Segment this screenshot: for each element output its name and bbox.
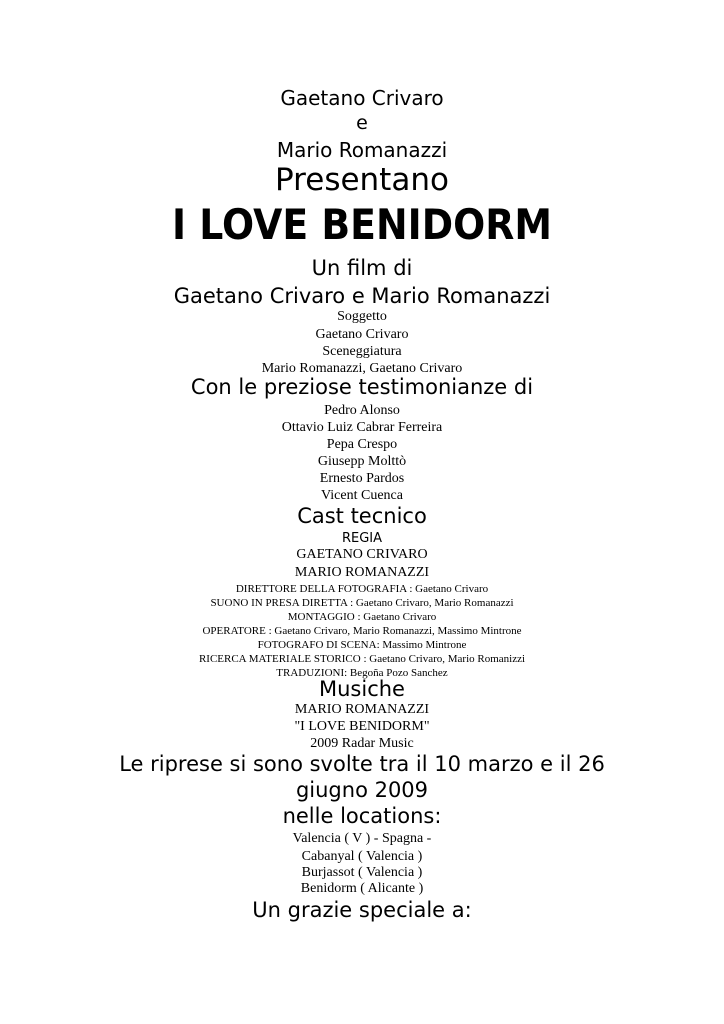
crew-role: DIRETTORE DELLA FOTOGRAFIA : Gaetano Crivaro [235, 583, 489, 595]
sceneggiatura-value: Mario Romanazzi, Gaetano Crivaro [261, 361, 463, 376]
regia-name: GAETANO CRIVARO [296, 547, 428, 562]
location-item: Cabanyal ( Valencia ) [301, 849, 423, 864]
shooting-line-1: Le riprese si sono svolte tra il 10 marzo e il 26 [119, 752, 605, 776]
crew-role: RICERCA MATERIALE STORICO : Gaetano Crivaro, Mario Romanizzi [198, 653, 526, 665]
author-1: Gaetano Crivaro [280, 86, 444, 110]
testimonial-name: Vicent Cuenca [321, 488, 403, 503]
soggetto-label: Soggetto [337, 309, 387, 324]
directors-line: Gaetano Crivaro e Mario Romanazzi [173, 284, 551, 308]
crew-role: TRADUZIONI: Begoña Pozo Sanchez [276, 667, 448, 679]
location-item: Burjassot ( Valencia ) [301, 865, 423, 880]
location-item: Benidorm ( Alicante ) [300, 881, 424, 896]
shooting-line-3: nelle locations: [282, 804, 442, 828]
music-track: "I LOVE BENIDORM" [294, 719, 430, 734]
music-composer: MARIO ROMANAZZI [294, 702, 430, 717]
cast-heading: Cast tecnico [297, 504, 427, 528]
regia-label: REGIA [341, 531, 383, 546]
presentano-heading: Presentano [275, 162, 449, 198]
music-label: 2009 Radar Music [310, 736, 414, 751]
crew-role: MONTAGGIO : Gaetano Crivaro [287, 611, 437, 623]
sceneggiatura-label: Sceneggiatura [322, 344, 402, 359]
testimonials-heading: Con le preziose testimonianze di [190, 375, 534, 399]
soggetto-value: Gaetano Crivaro [315, 327, 409, 342]
music-heading: Musiche [319, 677, 405, 701]
testimonial-name: Ernesto Pardos [319, 471, 405, 486]
crew-role: FOTOGRAFO DI SCENA: Massimo Mintrone [257, 639, 467, 651]
crew-role: OPERATORE : Gaetano Crivaro, Mario Romanazzi, Massimo Mintrone [202, 625, 522, 637]
conjunction: e [356, 112, 368, 134]
author-2: Mario Romanazzi [276, 138, 448, 162]
testimonial-name: Ottavio Luiz Cabrar Ferreira [281, 420, 443, 435]
shooting-line-2: giugno 2009 [295, 778, 429, 802]
film-title: I LOVE BENIDORM [172, 200, 552, 249]
film-by-label: Un film di [311, 256, 413, 280]
location-item: Valencia ( V ) - Spagna - [292, 831, 432, 846]
thanks-heading: Un grazie speciale a: [252, 898, 472, 922]
testimonial-name: Giusepp Molttò [317, 454, 407, 469]
regia-name: MARIO ROMANAZZI [294, 565, 430, 580]
crew-role: SUONO IN PRESA DIRETTA : Gaetano Crivaro, Mario Romanazzi [210, 597, 514, 609]
testimonial-name: Pepa Crespo [326, 437, 398, 452]
testimonial-name: Pedro Alonso [324, 403, 400, 418]
